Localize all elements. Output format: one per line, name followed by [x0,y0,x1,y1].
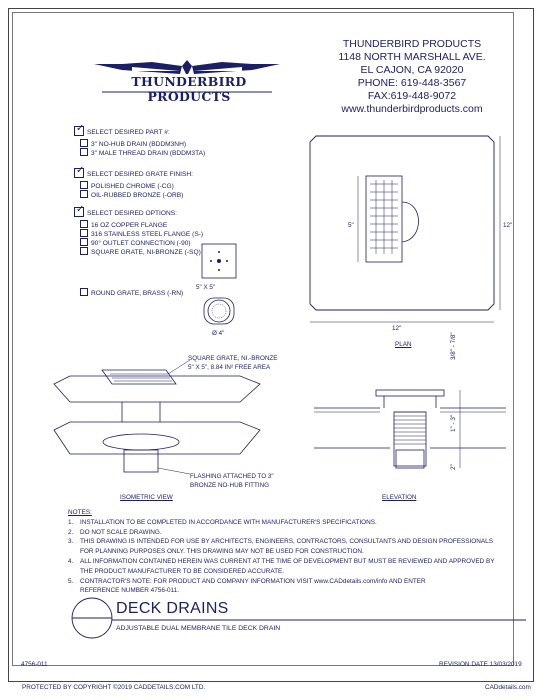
plan-view [300,130,520,340]
option-item: 90° OUTLET CONNECTION (-90) [80,238,191,247]
note-line: 4. ALL INFORMATION CONTAINED HEREIN WAS CURRENT AT THE TIME OF DEVELOPMENT BUT MUST BE REVIEWED AND APPROVED BY [68,557,495,565]
option-item: SQUARE GRATE, NI-BRONZE (-SQ) [80,247,201,256]
option-checkbox[interactable] [80,247,88,255]
part-option-checkbox[interactable] [80,148,88,156]
select-part-checkbox[interactable]: ✓ [76,123,85,134]
company-phone: PHONE: 619-448-3567 [357,77,467,89]
note-line: FOR PLANNING PURPOSES ONLY. THIS DRAWING MAY NOT BE USED FOR CONSTRUCTION. [80,548,364,556]
round-grate-option: ROUND GRATE, BRASS (-RN) [80,288,183,297]
option-item: 316 STAINLESS STEEL FLANGE (S-) [80,229,203,238]
part-option: 3" MALE THREAD DRAIN (BDDM3TA) [80,148,205,157]
callout-flashing-line2: BRONZE NO-HUB FITTING [190,482,270,489]
logo-text: THUNDERBIRD PRODUCTS [131,74,247,104]
plan-height-dim: 12" [503,222,513,229]
elevation-dim-mid: 1" - 3" [450,414,457,432]
option-checkbox[interactable] [80,229,88,237]
note-line: THE PRODUCT MANUFACTURER TO BE CONSIDERED ACCURATE. [80,567,285,575]
option-checkbox[interactable] [80,220,88,228]
elevation-dim-top: 3/8" - 7/8" [450,332,457,360]
caddetails-brand[interactable]: CADdetails.com [485,684,531,691]
drawing-title: DECK DRAINS [116,600,229,617]
select-part-heading: ✓ SELECT DESIRED PART #: [76,123,170,136]
finish-option-checkbox[interactable] [80,190,88,198]
elevation-label: ELEVATION [382,494,417,501]
reference-number: 4756-011 [21,661,48,668]
company-fax: FAX:619-448-9072 [367,90,457,102]
callout-grate-line1: SQUARE GRATE, NI.-BRONZE [188,355,278,362]
round-grate-dim: Ø 4" [212,330,225,337]
option-checkbox[interactable] [80,238,88,246]
notes-section [68,508,495,596]
select-options-heading: ✓ SELECT DESIRED OPTIONS: [76,204,178,217]
part-option-checkbox[interactable] [80,139,88,147]
company-website[interactable]: www.thunderbirdproducts.com [341,103,483,115]
select-finish-heading: ✓ SELECT DESIRED GRATE FINISH: [76,165,194,178]
note-line: 5. CONTRACTOR'S NOTE: FOR PRODUCT AND COMPANY INFORMATION VISIT www.CADdetails.com/info AND ENTER [68,577,426,585]
notes-heading: NOTES: [68,509,92,516]
finish-option: OIL-RUBBED BRONZE (-ORB) [80,190,183,199]
note-line: 3. THIS DRAWING IS INTENDED FOR USE BY ARCHITECTS, ENGINEERS, CONTRACTORS, CONSULTANTS AND DESIGN PROFESSIONALS [68,538,493,546]
note-line: 2. DO NOT SCALE DRAWING. [68,528,162,536]
plan-label: PLAN [395,341,412,348]
plan-width-dim: 12" [392,325,402,332]
select-options-checkbox[interactable]: ✓ [76,204,85,215]
plan-grate-dim: 5" [348,222,354,229]
isometric-label: ISOMETRIC VIEW [120,494,173,501]
select-finish-checkbox[interactable]: ✓ [76,165,85,176]
copyright: PROTECTED BY COPYRIGHT ©2019 CADDETAILS.COM LTD. [22,684,206,691]
finish-option-checkbox[interactable] [80,181,88,189]
company-address: 1148 NORTH MARSHALL AVE. [338,51,486,63]
company-name: THUNDERBIRD PRODUCTS [342,38,482,50]
part-option: 3" NO-HUB DRAIN (BDDM3NH) [80,139,186,148]
option-item: 16 OZ COPPER FLANGE [80,220,167,229]
elevation-dim-bottom: 2" [450,464,457,470]
revision-date: REVISION DATE 13/03/2019 [439,661,522,668]
round-grate-checkbox[interactable] [80,288,88,296]
company-city: EL CAJON, CA 92020 [360,64,464,76]
company-info [312,38,512,116]
note-line: REFERENCE NUMBER 4756-011. [80,587,179,595]
callout-grate-line2: 5" X 5", 8.84 IN² FREE AREA [188,364,271,371]
elevation-view [310,350,510,490]
finish-option: POLISHED CHROME (-CG) [80,181,174,190]
callout-flashing-line1: FLASHING ATTACHED TO 3" [190,473,274,480]
note-line: 1. INSTALLATION TO BE COMPLETED IN ACCORDANCE WITH MANUFACTURER'S SPECIFICATIONS. [68,518,377,526]
drawing-subtitle: ADJUSTABLE DUAL MEMBRANE TILE DECK DRAIN [116,625,281,632]
square-grate-dim: 5" X 5" [196,284,216,291]
